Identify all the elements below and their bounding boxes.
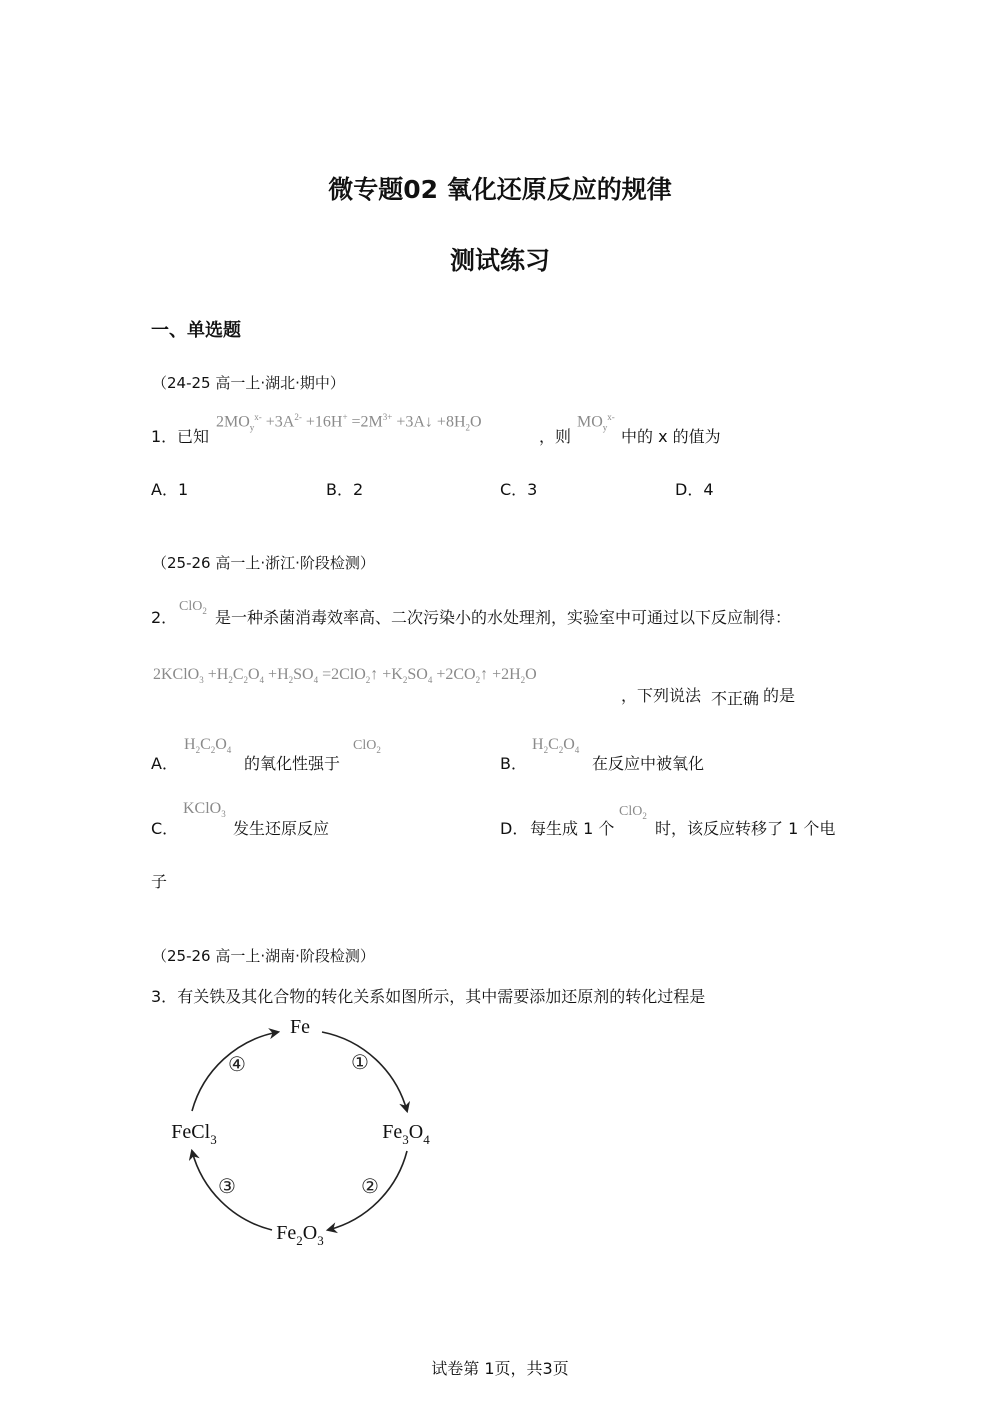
question-text: 的是	[763, 686, 796, 705]
step-label-2: ②	[361, 1176, 379, 1198]
reaction-equation-1: $2MO_y^{x-} +3A^{2-} +16H^+ =2M^{3+}$ +3A↓ $+8H_2O$	[216, 412, 482, 433]
question-text: 是一种杀菌消毒效率高、二次污染小的水处理剂，实验室中可通过以下反应制得：	[215, 608, 792, 627]
question-text-emph: 不正确	[711, 689, 760, 708]
node-fe3o4: $Fe_3O_4$	[382, 1121, 430, 1147]
question-3-source: （25-26 高一上·湖南·阶段检测）	[152, 947, 375, 965]
iron-conversion-diagram	[150, 1005, 450, 1255]
clo2-formula: ClO$_2$	[179, 599, 207, 616]
option-text: 发生还原反应	[233, 819, 330, 838]
option-text: 在反应中被氧化	[592, 754, 705, 773]
formula-h2c2o4: $H_2C_2O_4$	[532, 736, 580, 756]
formula-h2c2o4: $H_2C_2O_4$	[184, 736, 232, 756]
section-heading: 一、单选题	[151, 320, 241, 341]
question-number: 1．	[151, 427, 178, 446]
option-label: B．	[500, 754, 527, 773]
formula-kclo3: KClO$_3$	[183, 800, 226, 820]
option-b[interactable]: B．2	[326, 480, 364, 499]
question-text: 中的 x 的值为	[621, 427, 721, 446]
question-text: ，下列说法	[621, 686, 702, 705]
option-c[interactable]: C．3	[500, 480, 538, 499]
formula-clo2: ClO$_2$	[353, 738, 381, 755]
option-c[interactable]	[151, 800, 471, 840]
page-subtitle: 测试练习	[449, 246, 550, 275]
question-1-source: （24-25 高一上·湖北·期中）	[152, 374, 345, 392]
option-a[interactable]	[151, 736, 471, 776]
option-d[interactable]	[500, 800, 860, 840]
option-d-continued: 子	[151, 872, 168, 891]
step-label-3: ③	[218, 1176, 236, 1198]
node-fe2o3: $Fe_2O_3$	[276, 1222, 324, 1248]
option-label: A．	[151, 754, 178, 773]
reaction-equation-2: 2KClO$_3$ $+H_2C_2O_4 +H_2SO_4$ =2ClO$_2$↑ $+K_2SO_4$ $+2CO_2↑ +2H_2O$	[153, 666, 537, 686]
page-title: 微专题02 氧化还原反应的规律	[328, 175, 672, 204]
ion-formula: $MO_y^{x-}$	[577, 412, 615, 433]
question-number: 2．	[151, 608, 178, 627]
step-label-4: ④	[228, 1054, 246, 1076]
option-text: 每生成 1 个	[530, 819, 615, 838]
option-text: 的氧化性强于	[244, 754, 341, 773]
option-label: D．	[500, 819, 529, 838]
question-3-stem	[151, 984, 705, 1007]
page-footer: 试卷第 1页，共3页	[431, 1359, 569, 1378]
question-number: 3．	[151, 987, 178, 1006]
question-text: 已知	[177, 427, 210, 446]
option-d[interactable]: D．4	[675, 480, 714, 499]
node-fecl3: FeCl$_3$	[171, 1121, 217, 1147]
option-text: 时，该反应转移了 1 个电	[655, 819, 836, 838]
question-text: 有关铁及其化合物的转化关系如图所示，其中需要添加还原剂的转化过程是	[177, 987, 706, 1006]
question-2-source: （25-26 高一上·浙江·阶段检测）	[152, 554, 375, 572]
option-label: C．	[151, 819, 179, 838]
option-b[interactable]	[500, 736, 800, 776]
option-a[interactable]: A．1	[151, 480, 189, 499]
formula-clo2: ClO$_2$	[619, 804, 647, 821]
question-text: ，则	[539, 427, 572, 446]
node-fe: Fe	[290, 1016, 310, 1038]
step-label-1: ①	[351, 1052, 369, 1074]
